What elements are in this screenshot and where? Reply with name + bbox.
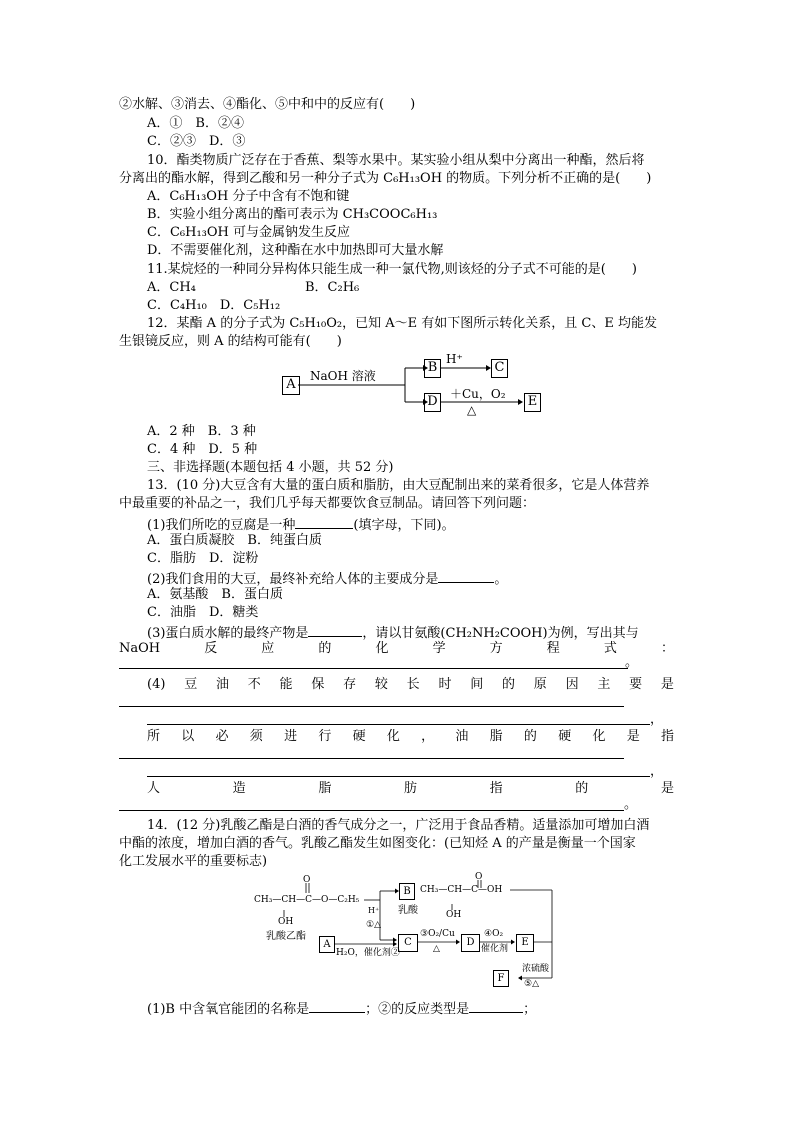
spread-char: 行 [318, 729, 332, 744]
spread-char: 应 [261, 641, 275, 656]
arrow-icon [393, 938, 397, 943]
spread-char: 保 [311, 677, 325, 692]
spread-char: 间 [470, 677, 484, 692]
q13-part4-line1 [147, 677, 674, 693]
q12-options-cd: C．4 种 D．5 种 [147, 442, 258, 457]
q14-stem-line3: 化工发展水平的重要标志) [119, 854, 268, 869]
q14-stem-line1: 14．(12 分)乳酸乙酯是白酒的香气成分之一，广泛用于食品香精。适量添加可增加白酒 [147, 818, 650, 833]
q14-box-c: C [398, 934, 418, 952]
spread-char: 的 [523, 729, 537, 744]
spread-char: 的 [575, 781, 589, 796]
q14-acid-formula: CH₃—CH—C—OH [420, 885, 503, 895]
spread-char: 长 [406, 677, 420, 692]
q12-box-e: E [524, 393, 541, 412]
q13-part4-line3 [147, 781, 674, 797]
q14-ester-carbonyl-o: O [303, 875, 311, 885]
spread-char: 时 [438, 677, 452, 692]
spread-char: 豆 [184, 677, 198, 692]
spread-char: 造 [232, 781, 246, 796]
q14-box-f: F [493, 970, 509, 987]
spread-char: 式 [603, 641, 617, 656]
spread-char: 主 [597, 677, 611, 692]
q13-part3-question [147, 623, 639, 642]
q14-catalyst: 催化剂 [481, 944, 509, 954]
q14-ester-oh: OH [278, 917, 294, 927]
q14-part1-prefix: (1)B 中含氧官能团的名称是 [147, 1002, 310, 1017]
q13-part4-line2 [147, 729, 674, 745]
spread-char: ， [421, 729, 435, 744]
spread-char: (4) [147, 677, 166, 692]
spread-char: 油 [455, 729, 469, 744]
spread-char: 硬 [558, 729, 572, 744]
q13-part2-prefix: (2)我们食用的大豆，最终补充给人体的主要成分是 [147, 572, 439, 587]
q14-part1-suffix: ； [523, 1002, 537, 1017]
spread-char: 较 [374, 677, 388, 692]
q10-stem-line1: 10．酯类物质广泛存在于香蕉、梨等水果中。某实验小组从梨中分离出一种酯，然后将 [147, 153, 645, 168]
spread-char: 油 [215, 677, 229, 692]
q14-step2: H₂O，催化剂② [336, 948, 400, 958]
answer-blank[interactable] [308, 623, 362, 637]
spread-char: 是 [660, 677, 674, 692]
q12-reagent-cu-o2: ＋Cu，O₂ [450, 387, 506, 401]
spread-char: 要 [629, 677, 643, 692]
q13-part1-options-cd: C．脂肪 D．淀粉 [147, 551, 259, 566]
q13-part2-question [147, 569, 507, 588]
q10-option-a: A．C₆H₁₃OH 分子中含有不饱和键 [147, 189, 350, 204]
spread-char: 必 [215, 729, 229, 744]
spread-char: 因 [565, 677, 579, 692]
spread-char: 所 [147, 729, 161, 744]
q13-part2-suffix: 。 [494, 572, 508, 587]
spread-char: 以 [181, 729, 195, 744]
q13-part3-prefix: (3)蛋白质水解的最终产物是 [147, 626, 309, 641]
spread-char: 指 [489, 781, 503, 796]
q12-box-d: D [424, 393, 441, 412]
q11-options-cd: C．C₄H₁₀ D．C₅H₁₂ [147, 298, 281, 313]
q13-comma: ， [650, 712, 664, 727]
spread-char: 指 [660, 729, 674, 744]
q9-options-cd: C．②③ D．③ [147, 134, 246, 149]
q11-stem: 11.某烷烃的一种同分异构体只能生成一种一氯代物,则该烃的分子式不可能的是( ) [147, 262, 637, 277]
q12-heat-symbol: △ [467, 403, 477, 417]
spread-char: 程 [546, 641, 560, 656]
q13-comma: ， [650, 764, 664, 779]
spread-char: 脂 [489, 729, 503, 744]
spread-char: 脂 [318, 781, 332, 796]
q14-acid-oh: OH [446, 910, 462, 920]
q12-options-ab: A．2 种 B．3 种 [147, 424, 256, 439]
q13-stem-line1: 13．(10 分)大豆含有大量的蛋白质和脂肪，由大豆配制出来的菜肴很多，它是人体营养 [147, 478, 650, 493]
q10-stem-line2: 分离出的酯水解，得到乙酸和另一种分子式为 C₆H₁₃OH 的物质。下列分析不正确的是( ) [119, 171, 652, 186]
q13-part3-suffix: ，请以甘氨酸(CH₂NH₂COOH)为例，写出其与 [362, 626, 639, 641]
arrow-icon [511, 940, 515, 945]
q13-stem-line2: 中最重要的补品之一，我们几乎每天都要饮食豆制品。请回答下列问题： [119, 496, 536, 511]
q14-part1-middle: ；②的反应类型是 [365, 1002, 470, 1017]
spread-char: 硬 [352, 729, 366, 744]
q14-box-a: A [319, 936, 335, 953]
q12-box-b: B [424, 359, 441, 378]
q11-option-b: B．C₂H₆ [305, 280, 360, 295]
spread-char: 是 [626, 729, 640, 744]
q14-acid-carbonyl-o: O [475, 872, 483, 882]
q10-option-d: D．不需要催化剂，这种酯在水中加热即可大量水解 [147, 243, 444, 258]
spread-char: 的 [318, 641, 332, 656]
q14-ester-formula: CH₃—CH—C—O—C₂H₅ [254, 895, 360, 905]
q13-period: 。 [624, 797, 638, 812]
answer-blank[interactable] [438, 569, 494, 583]
arrow-icon [518, 976, 522, 981]
q13-part2-options-cd: C．油脂 D．糖类 [147, 605, 259, 620]
q14-part1-question [147, 999, 536, 1018]
spread-char: 进 [284, 729, 298, 744]
q12-box-c: C [491, 359, 508, 378]
q14-acid-label: 乳酸 [398, 905, 418, 916]
answer-blank[interactable] [309, 999, 365, 1013]
q10-option-c: C．C₆H₁₃OH 可与金属钠发生反应 [147, 225, 350, 240]
q14-step1: ①△ [366, 920, 381, 930]
q14-step5: ⑤△ [524, 979, 539, 989]
spread-char: 学 [432, 641, 446, 656]
q12-box-a: A [282, 376, 300, 395]
spread-char: 须 [249, 729, 263, 744]
spread-char: 不 [247, 677, 261, 692]
q14-box-d: D [461, 934, 480, 952]
q13-part1-options-ab: A．蛋白质凝胶 B．纯蛋白质 [147, 533, 322, 548]
q14-box-e: E [516, 934, 534, 952]
arrow-icon [456, 940, 460, 945]
q14-conc-sulfuric: 浓硫酸 [522, 964, 550, 974]
arrow-icon [518, 399, 523, 405]
spread-char: NaOH [119, 641, 161, 656]
q12-reagent-naoh: NaOH 溶液 [310, 369, 376, 383]
q13-period: 。 [625, 655, 639, 670]
spread-char: ： [660, 641, 674, 656]
answer-line[interactable] [119, 668, 628, 669]
q14-stem-line2: 中酯的浓度，增加白酒的香气。乳酸乙酯发生如图变化：(已知烃 A 的产量是衡量一个国家 [119, 836, 636, 851]
spread-char: 方 [489, 641, 503, 656]
arrow-icon [393, 942, 397, 947]
answer-line[interactable] [119, 706, 624, 707]
spread-char: 能 [279, 677, 293, 692]
q9-stem: ②水解、③消去、④酯化、⑤中和中的反应有( ) [119, 97, 416, 112]
q14-heat: △ [433, 944, 440, 954]
spread-char: 是 [660, 781, 674, 796]
q14-box-b: B [399, 883, 415, 900]
q14-step4: ④O₂ [484, 929, 504, 939]
q12-reagent-h-plus: H⁺ [446, 352, 463, 366]
answer-line[interactable] [119, 810, 624, 811]
answer-line[interactable] [147, 776, 650, 777]
section-heading: 三、非选择题(本题包括 4 小题，共 52 分) [147, 460, 394, 475]
q10-option-b: B．实验小组分离出的酯可表示为 CH₃COOC₆H₁₃ [147, 207, 438, 222]
spread-char: 化 [386, 729, 400, 744]
spread-char: 原 [533, 677, 547, 692]
q13-part2-options-ab: A．氨基酸 B．蛋白质 [147, 587, 283, 602]
q12-stem-line1: 12．某酯 A 的分子式为 C₅H₁₀O₂，已知 A～E 有如下图所示转化关系，且 C、E 均能发 [147, 316, 657, 331]
q14-reaction-diagram [252, 872, 582, 993]
q13-part1-question [147, 515, 455, 534]
q14-step3: ③O₂/Cu [420, 929, 455, 939]
spread-char: 肪 [403, 781, 417, 796]
q14-ester-name: 乳酸乙酯 [266, 931, 306, 942]
answer-line[interactable] [147, 724, 650, 725]
q13-part3-line2 [119, 641, 674, 657]
q12-diagram-connectors [280, 354, 550, 416]
spread-char: 化 [375, 641, 389, 656]
spread-char: 存 [343, 677, 357, 692]
q14-h-plus: H⁺ [368, 906, 380, 915]
q13-part1-suffix: (填字母，下同)。 [353, 518, 455, 533]
answer-line[interactable] [119, 758, 624, 759]
q12-reaction-diagram [280, 354, 550, 416]
spread-char: 的 [502, 677, 516, 692]
answer-blank[interactable] [295, 515, 353, 529]
q12-stem-line2: 生银镜反应，则 A 的结构可能有( ) [119, 334, 342, 349]
answer-blank[interactable] [469, 999, 523, 1013]
spread-char: 化 [592, 729, 606, 744]
spread-char: 人 [147, 781, 161, 796]
q13-part1-prefix: (1)我们所吃的豆腐是一种 [147, 518, 296, 533]
q11-option-a: A．CH₄ [147, 280, 196, 295]
spread-char: 反 [204, 641, 218, 656]
q9-options-ab: A．① B．②④ [147, 116, 244, 131]
